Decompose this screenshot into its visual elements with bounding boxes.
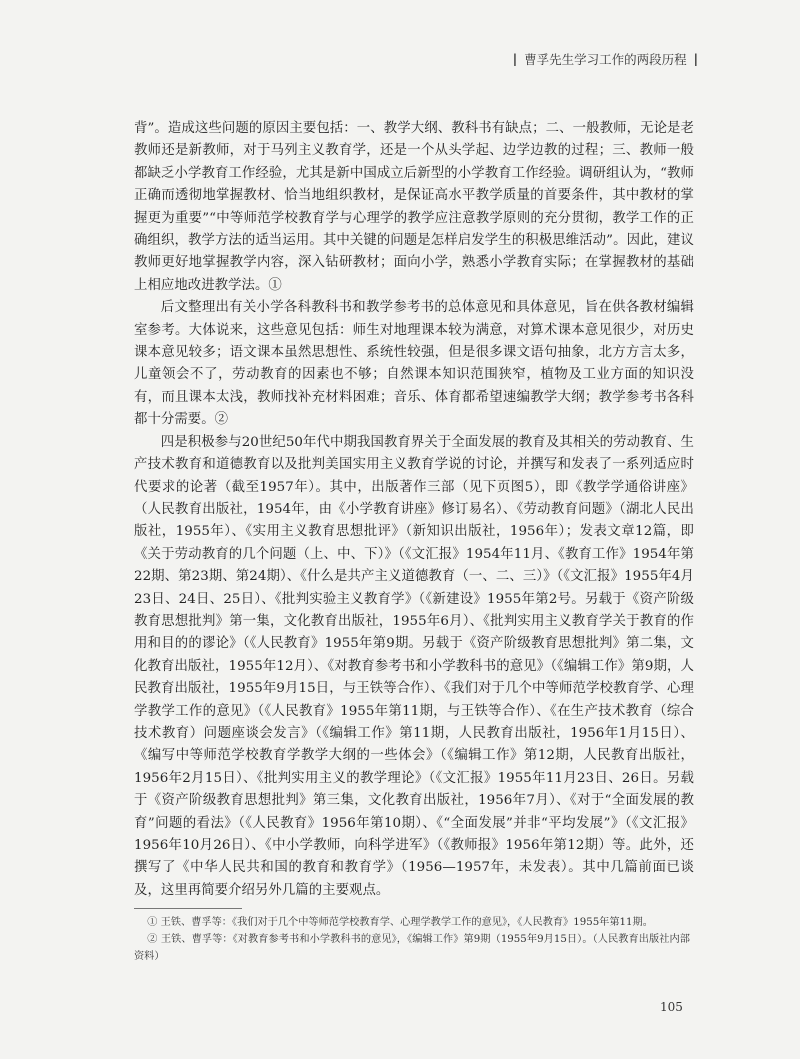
footnote-1: ① 王铁、曹孚等：《我们对于几个中等师范学校教育学、心理学教学工作的意见》，《人民教育》1955年第11期。 [147, 917, 653, 928]
footnotes [134, 914, 690, 965]
body-text [134, 118, 694, 902]
footnote-2: ② 王铁、曹孚等：《对教育参考书和小学教科书的意见》，《编辑工作》第9期（1955年9月15日）。（人民教育出版社内部资料） [134, 934, 690, 962]
running-header-title: 曹孚先生学习工作的两段历程 [524, 52, 687, 67]
header-rule-right: | [693, 52, 698, 66]
running-header [513, 50, 698, 68]
header-rule-left: | [512, 52, 518, 66]
paragraph-continued: 背”。造成这些问题的原因主要包括：一、教学大纲、教科书有缺点；二、一般教师，无论是老教师还是新教师，对于马列主义教育学，还是一个从头学起、边学边教的过程；三、教师一般都缺乏小学教育工作经验，尤其是新中国成立后新型的小学教育工作经验。调研组认为，“教师正确而透彻地掌握教材、恰当地组织教材，是保证高水平教学质量的首要条件，其中教材的掌握更为重要”“中等师范学校教育学与心理学的教学应注意教学原则的充分贯彻，教学工作的正确组织，教学方法的适当运用。其中关键的问题是怎样启发学生的积极思维活动”。因此，建议教师更好地掌握教学内容，深入钻研教材；面向小学，熟悉小学教育实际；在掌握教材的基础上相应地改进教学法。① [134, 121, 694, 293]
footnote-divider [134, 908, 242, 909]
paragraph: 四是积极参与20世纪50年代中期我国教育界关于全面发展的教育及其相关的劳动教育、生产技术教育和道德教育以及批判美国实用主义教育学说的讨论，并撰写和发表了一系列适应时代要求的论著（截至1957年）。其中，出版著作三部（见下页图5），即《教学学通俗讲座》（人民教育出版社，1954年，由《小学教育讲座》修订易名）、《劳动教育问题》（湖北人民出版社，1955年）、《实用主义教育思想批评》（新知识出版社，1956年）；发表文章12篇，即《关于劳动教育的几个问题（上、中、下）》（《文汇报》1954年11月、《教育工作》1954年第22期、第23期、第24期）、《什么是共产主义道德教育（一、二、三）》（《文汇报》1955年4月23日、24日、25日）、《批判实验主义教育学》（《新建设》1955年第2号。另载于《资产阶级教育思想批判》第一集，文化教育出版社，1955年6月）、《批判实用主义教育学关于教育的作用和目的的谬论》（《人民教育》1955年第9期。另载于《资产阶级教育思想批判》第二集，文化教育出版社，1955年12月）、《对教育参考书和小学教科书的意见》（《编辑工作》第9期，人民教育出版社，1955年9月15日，与王铁等合作）、《我们对于几个中等师范学校教育学、心理学教学工作的意见》（《人民教育》1955年第11期，与王铁等合作）、《在生产技术教育（综合技术教育）问题座谈会发言》（《编辑工作》第11期，人民教育出版社，1956年1月15日）、《编写中等师范学校教育学教学大纲的一些体会》（《编辑工作》第12期，人民教育出版社，1956年2月15日）、《批判实用主义的教学理论》（《文汇报》1955年11月23日、26日。另载于《资产阶级教育思想批判》第三集，文化教育出版社，1956年7月）、《对于“全面发展的教育”问题的看法》（《人民教育》1956年第10期）、《“全面发展”并非“平均发展”》（《文汇报》1956年10月26日）、《中小学教师，向科学进军》（《教师报》1956年第12期）等。此外，还撰写了《中华人民共和国的教育和教育学》（1956—1957年，未发表）。其中几篇前面已谈及，这里再简要介绍另外几篇的主要观点。 [134, 434, 694, 898]
page-number: 105 [660, 1000, 683, 1014]
paragraph: 后文整理出有关小学各科教科书和教学参考书的总体意见和具体意见，旨在供各教材编辑室参考。大体说来，这些意见包括：师生对地理课本较为满意，对算术课本意见很少，对历史课本意见较多；语文课本虽然思想性、系统性较强，但是很多课文语句抽象，北方方言太多，儿童领会不了，劳动教育的因素也不够；自然课本知识范围狭窄，植物及工业方面的知识没有，而且课本太浅，教师找补充材料困难；音乐、体育都希望速编教学大纲；教学参考书各科都十分需要。② [134, 300, 694, 428]
